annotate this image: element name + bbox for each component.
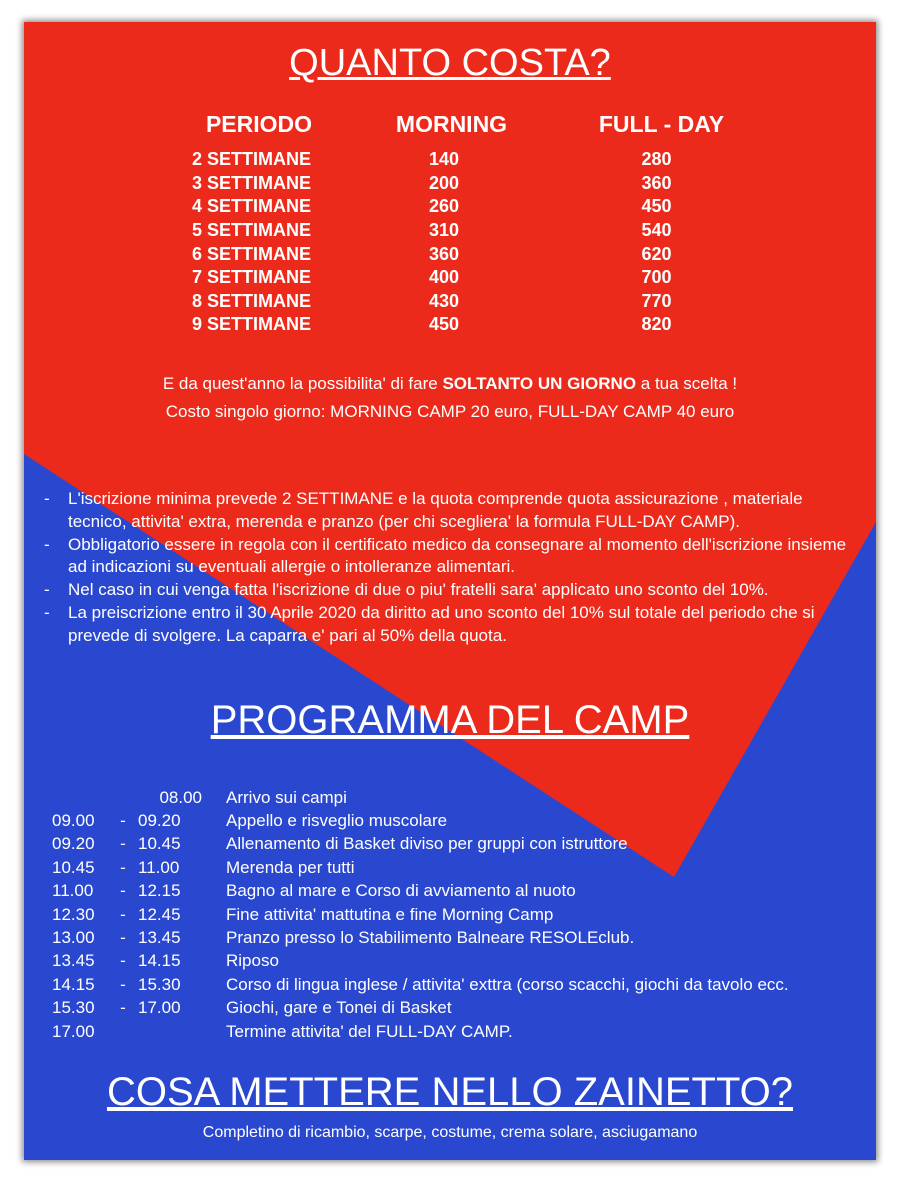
schedule-activity: Corso di lingua inglese / attivita' exttra (corso scacchi, giochi da tavolo ecc.: [226, 974, 789, 994]
price-row: [164, 172, 784, 196]
schedule-start: 10.45: [52, 857, 95, 877]
condition-text: Obbligatorio essere in regola con il certificato medico da consegnare al momento dell'iscrizione insieme ad indicazioni su eventuali allergie o intolleranze alimentari.: [68, 534, 847, 577]
schedule-start: 11.00: [52, 881, 94, 901]
morning-price-cell: 430: [428, 290, 460, 311]
schedule-row: [52, 856, 789, 879]
single-day-text-pre: E da quest'anno la possibilita' di fare: [162, 374, 443, 393]
period-cell: 5 SETTIMANE: [191, 220, 311, 241]
schedule-start: 17.00: [52, 1021, 95, 1041]
bullet-dash: -: [44, 602, 50, 622]
schedule-end: 15.30: [138, 974, 181, 994]
schedule-start: 15.30: [52, 998, 95, 1018]
morning-price-cell: 140: [428, 149, 460, 170]
morning-price-cell: 260: [428, 196, 460, 217]
price-row: [164, 313, 784, 337]
schedule-start: 12.30: [52, 904, 95, 924]
header-period: PERIODO: [205, 110, 313, 137]
schedule-activity: Bagno al mare e Corso di avviamento al nuoto: [226, 881, 576, 901]
schedule-row: [52, 880, 789, 903]
single-day-highlight: SOLTANTO UN GIORNO: [442, 374, 637, 393]
schedule-end: 12.45: [138, 904, 181, 924]
schedule-activity: Pranzo presso lo Stabilimento Balneare RESOLEclub.: [226, 928, 635, 948]
backpack-items: Completino di ricambio, scarpe, costume, crema solare, asciugamano: [202, 1124, 698, 1141]
schedule-start: 14.15: [52, 974, 95, 994]
full-day-price-cell: 540: [641, 220, 672, 241]
time-separator: -: [120, 834, 126, 854]
schedule-list: [52, 786, 789, 1043]
time-separator: -: [120, 811, 126, 831]
schedule-activity: Merenda per tutti: [226, 857, 355, 877]
schedule-end: 14.15: [138, 951, 181, 971]
period-cell: 6 SETTIMANE: [191, 243, 311, 264]
schedule-end: 10.45: [138, 834, 181, 854]
conditions-list: [44, 488, 864, 648]
schedule-row: [52, 997, 789, 1020]
schedule-end: 13.45: [138, 928, 181, 948]
price-row: [164, 290, 784, 314]
cost-title: QUANTO COSTA?: [289, 42, 611, 84]
schedule-activity: Appello e risveglio muscolare: [226, 811, 448, 831]
morning-price-cell: 400: [428, 267, 460, 288]
schedule-activity: Termine attivita' del FULL-DAY CAMP.: [226, 1021, 513, 1041]
flyer-content: [24, 22, 876, 1160]
schedule-end: 12.15: [138, 881, 181, 901]
bullet-dash: -: [44, 489, 50, 508]
price-row: [164, 242, 784, 266]
bullet-dash: -: [44, 534, 50, 554]
schedule-row: [52, 950, 789, 973]
price-row: [164, 219, 784, 243]
price-table: [164, 106, 784, 337]
period-cell: 2 SETTIMANE: [191, 149, 311, 170]
schedule-start: 09.00: [52, 811, 95, 831]
time-separator: -: [120, 857, 126, 877]
full-day-price-cell: 450: [641, 196, 672, 217]
period-cell: 7 SETTIMANE: [191, 267, 311, 288]
schedule-row: [52, 809, 789, 832]
schedule-activity: Giochi, gare e Tonei di Basket: [226, 998, 452, 1018]
schedule-end: 09.20: [138, 811, 181, 831]
period-cell: 8 SETTIMANE: [191, 290, 311, 311]
schedule-end: 17.00: [138, 998, 181, 1018]
full-day-price-cell: 700: [641, 267, 672, 288]
header-morning: MORNING: [395, 110, 508, 137]
time-separator: -: [120, 998, 126, 1018]
schedule-row: [52, 926, 789, 949]
condition-text: L'iscrizione minima prevede 2 SETTIMANE e la quota comprende quota assicurazione , materiale tecnico, attivita' extra, merenda e pranzo (per chi sceglierа' la formula FULL-DAY CAMP).: [68, 489, 803, 531]
bullet-dash: -: [44, 580, 50, 600]
morning-price-cell: 310: [428, 220, 460, 241]
backpack-title: COSA METTERE NELLO ZAINETTO?: [106, 1070, 794, 1114]
time-separator: -: [120, 904, 126, 924]
condition-item: [44, 602, 864, 648]
schedule-activity: Arrivo sui campi: [226, 787, 347, 807]
schedule-row: [52, 973, 789, 996]
flyer: [24, 22, 876, 1160]
full-day-price-cell: 820: [641, 314, 672, 335]
schedule-row: [52, 903, 789, 926]
period-cell: 4 SETTIMANE: [191, 196, 311, 217]
full-day-price-cell: 280: [641, 149, 672, 170]
full-day-price-cell: 620: [641, 243, 672, 264]
schedule-start: 13.00: [52, 928, 95, 948]
condition-text: Nel caso in cui venga fatta l'iscrizione di due o piu' fratelli sara' applicato uno sconto del 10%.: [68, 580, 769, 600]
time-separator: -: [120, 928, 126, 948]
schedule-end: 11.00: [138, 857, 180, 877]
schedule-row: [52, 1020, 789, 1043]
price-row: [164, 148, 784, 172]
schedule-activity: Riposo: [226, 951, 279, 971]
header-full-day: FULL - DAY: [598, 110, 725, 137]
schedule-activity: Fine attivita' mattutina e fine Morning Camp: [226, 904, 554, 924]
price-row: [164, 266, 784, 290]
full-day-price-cell: 770: [641, 290, 672, 311]
morning-price-cell: 450: [428, 314, 460, 335]
schedule-start: 13.45: [52, 951, 95, 971]
schedule-start: 09.20: [52, 834, 95, 854]
morning-price-cell: 360: [428, 243, 460, 264]
price-table-header: [164, 106, 784, 142]
period-cell: 3 SETTIMANE: [191, 172, 311, 193]
time-separator: -: [120, 881, 126, 901]
morning-price-cell: 200: [428, 172, 460, 193]
schedule-activity: Allenamento di Basket diviso per gruppi con istruttore: [226, 834, 628, 854]
condition-item: [44, 579, 864, 602]
condition-item: [44, 488, 864, 534]
full-day-price-cell: 360: [641, 172, 672, 193]
period-cell: 9 SETTIMANE: [191, 314, 311, 335]
program-title: PROGRAMMA DEL CAMP: [210, 698, 690, 742]
single-day-note: [24, 374, 876, 394]
time-separator: -: [120, 974, 126, 994]
schedule-row: [52, 786, 789, 809]
single-day-cost: Costo singolo giorno: MORNING CAMP 20 euro, FULL-DAY CAMP 40 euro: [165, 402, 735, 421]
schedule-time: 08.00: [159, 787, 202, 807]
price-row: [164, 195, 784, 219]
condition-text: La preiscrizione entro il 30 Aprile 2020 da diritto ad uno sconto del 10% sul totale del periodo che si prevede di svolgere. La caparra e' pari al 50% della quota.: [68, 602, 815, 645]
schedule-row: [52, 833, 789, 856]
time-separator: -: [120, 951, 126, 971]
condition-item: [44, 534, 864, 580]
single-day-text-post: a tua scelta !: [636, 374, 738, 393]
